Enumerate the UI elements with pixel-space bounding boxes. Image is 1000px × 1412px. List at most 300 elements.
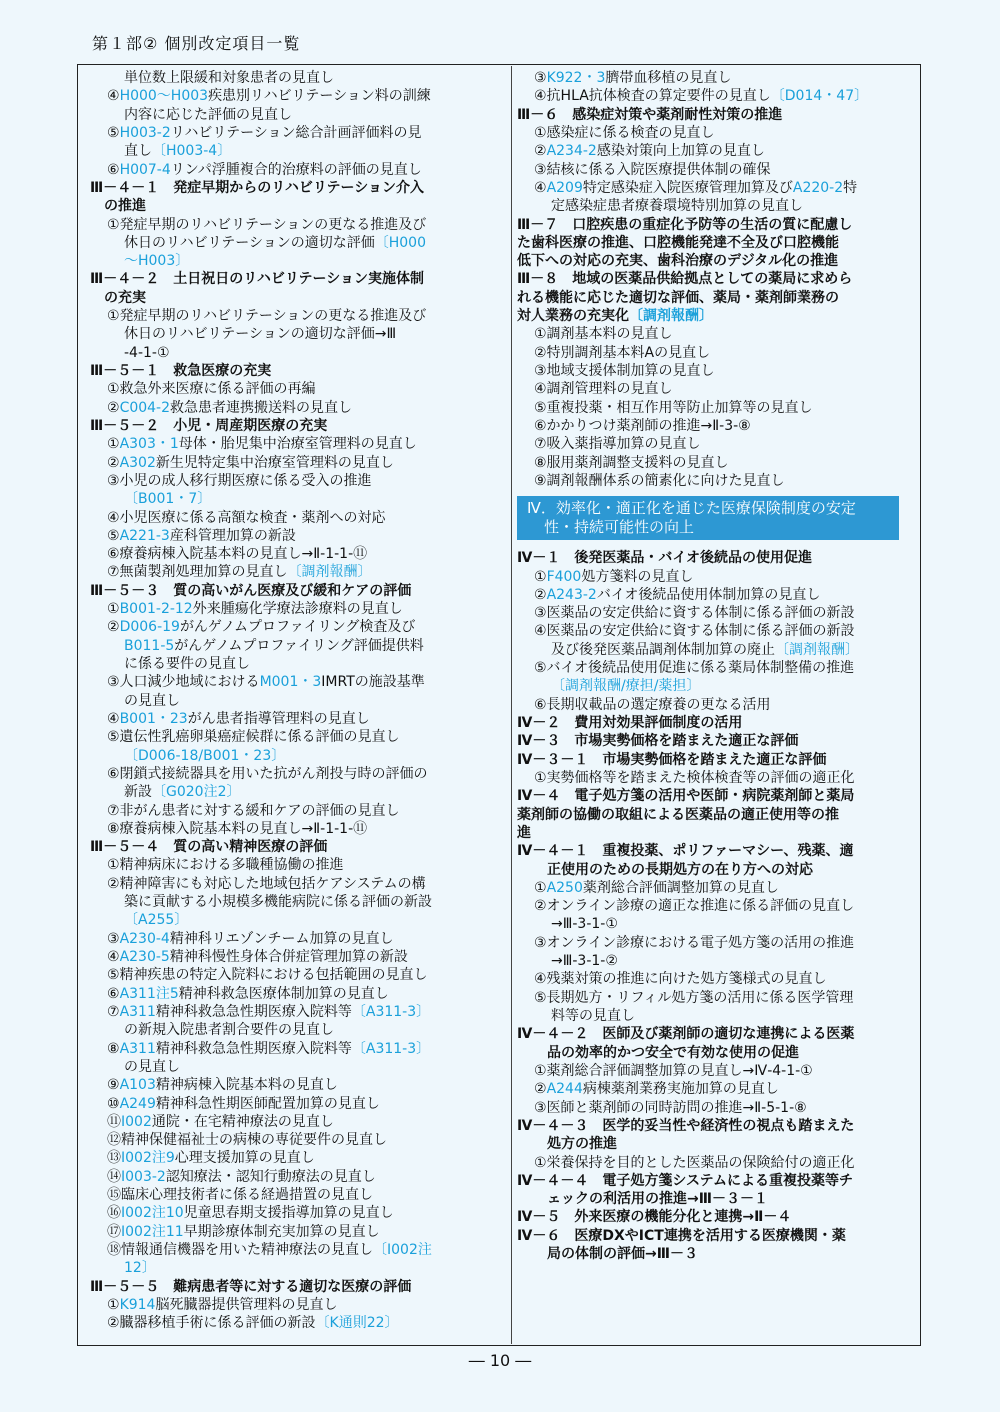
list-item [517,934,917,952]
reference-code: A244 [546,1081,583,1098]
item-text: Ⅳ－５ 外来医療の機能分化と連携→Ⅱ－４ [517,1209,792,1226]
reference-code: 〔D014・47〕 [770,88,869,105]
list-item [90,655,500,673]
item-text: ⑤バイオ後続品使用促進に係る薬局体制整備の推進 [534,660,855,677]
item-text: ② [107,619,120,636]
item-text: ⑥ [107,985,120,1002]
item-text: 低下への対応の充実、歯科治療のデジタル化の推進 [517,253,839,270]
section-heading [517,824,917,842]
list-item [90,307,500,325]
list-item [517,915,917,933]
list-item [90,1241,500,1259]
list-item [517,454,917,472]
list-item [90,930,500,948]
item-text: 脳死臓器提供管理料の見直し [155,1296,338,1313]
list-item [517,641,917,659]
list-item [90,1259,500,1277]
list-item [90,710,500,728]
reference-code: 〔I002注 [373,1242,432,1258]
list-item [517,380,917,398]
list-item [517,659,917,677]
section-heading [517,732,917,750]
list-item [517,1099,917,1117]
item-text: 精神科リエゾンチーム加算の見直し [169,930,394,947]
reference-code: H003-2 [119,124,171,141]
list-item [517,952,917,970]
item-text: 臍帯血移植の見直し [605,70,732,86]
page-header: 第１部② 個別改定項目一覧 [92,34,301,53]
item-text: ③人口減少地域における [107,674,260,691]
item-text: 対人業務の充実化 [517,308,629,325]
section-heading [517,1025,917,1043]
list-item [90,399,500,417]
right-column [517,69,917,1263]
list-item [90,527,500,545]
reference-code: A243-2 [546,586,597,603]
reference-code: A103 [119,1077,156,1094]
item-text: ⑤長期処方・リフィル処方箋の活用に係る医学管理 [534,989,854,1006]
item-text: ⑦無菌製剤処理加算の見直し [107,564,288,581]
item-text: ③結核に係る入院医療提供体制の確保 [534,161,771,178]
item-text: ① [534,879,547,896]
item-text: ③医師と薬剤師の同時訪問の推進→Ⅱ-5-1-⑧ [534,1099,807,1116]
item-text: ェックの利活用の推進→Ⅲ－３－１ [547,1191,768,1208]
list-item [90,1003,500,1021]
item-text: 処方箋料の見直し [581,568,694,585]
list-item [90,234,500,252]
item-text: 特定感染症入院医療管理加算及び [582,179,793,196]
item-text: →Ⅲ-3-1-① [551,916,618,933]
section-heading [90,270,500,288]
section-heading [517,1117,917,1135]
list-item [90,1095,500,1113]
section-heading-box [517,496,899,540]
item-text: 救急患者連携搬送料の見直し [170,399,353,416]
section-heading [517,234,917,252]
item-text: ⑦非がん患者に対する緩和ケアの評価の見直し [107,802,400,819]
list-item [90,142,500,160]
item-text: ③地域支援体制加算の見直し [534,363,715,379]
item-text: リンパ浮腫複合的治療料の評価の見直し [170,161,422,178]
item-text: Ⅲ－５－２ 小児・周産期医療の充実 [90,417,328,434]
item-text: Ⅲ－５－５ 難病患者等に対する適切な医療の評価 [90,1278,412,1295]
item-text: 疾患別リハビリテーション料の訓練 [208,88,431,105]
section-heading [517,289,917,307]
section-heading [90,582,500,600]
list-item [90,124,500,142]
reference-code: 〔G020注2〕 [152,784,241,801]
list-item [90,1223,500,1241]
item-text: ② [534,1081,547,1098]
list-item [517,769,917,787]
item-text: ⑰ [107,1223,121,1240]
list-item [90,875,500,893]
item-text: ④調剤管理料の見直し [534,381,673,398]
list-item [90,673,500,691]
item-text: ⑤ [107,527,120,544]
section-heading [517,270,917,288]
reference-code: B001・23 [119,710,188,727]
item-text: Ⅲ－８ 地域の医薬品供給拠点としての薬局に求めら [517,271,853,288]
item-text: 精神科慢性身体合併症管理加算の新設 [169,949,408,965]
item-text: ⑧服用薬剤調整支援料の見直し [534,454,729,471]
reference-code: A230-5 [119,949,170,965]
list-item [90,911,500,929]
column-divider [511,66,512,1344]
list-item [90,1168,500,1186]
item-text: →Ⅲ-3-1-② [551,953,618,970]
item-text: ⑥長期収載品の選定療養の更なる活用 [534,696,771,713]
item-text: ① [534,568,547,585]
list-item [517,69,917,87]
list-item [90,747,500,765]
item-text: 築に貢献する小規模多機能病院に係る評価の新設 [124,894,432,911]
list-item [90,1021,500,1039]
item-text: 児童思春期支援指導加算の見直し [183,1205,394,1222]
item-text: ⑤遺伝性乳癌卵巣癌症候群に係る評価の見直し [107,729,400,746]
reference-code: H000～H003 [119,88,209,105]
item-text: Ⅲ－５－４ 質の高い精神医療の評価 [90,839,328,856]
list-item [90,106,500,124]
reference-code: A303・1 [119,436,179,453]
list-item [90,600,500,618]
section-heading [90,417,500,435]
item-text: ④ [534,179,547,196]
item-text: がん患者指導管理料の見直し [187,710,370,727]
list-item [517,677,917,695]
item-text: ⑫精神保健福祉士の病棟の専従要件の見直し [107,1132,387,1149]
list-item [90,618,500,636]
reference-code: I002 [121,1113,152,1130]
list-item [90,472,500,490]
item-text: Ⅳ－３－１ 市場実勢価格を踏まえた適正な評価 [517,751,827,768]
list-item [517,435,917,453]
reference-code: A234-2 [546,143,597,160]
item-text: に係る要件の見直し [124,656,250,672]
list-item [90,545,500,563]
reference-code: 〔A255〕 [124,912,189,929]
reference-code: D006-19 [119,619,180,636]
item-text: ② [534,586,547,603]
item-text: ⑧ [107,1040,120,1057]
reference-code: A311 [119,1040,156,1057]
item-text: 料等の見直し [551,1008,635,1024]
list-item [90,161,500,179]
item-text: ①発症早期のリハビリテーションの更なる推進及び [107,308,427,325]
list-item [90,435,500,453]
list-item [517,87,917,105]
list-item [517,586,917,604]
item-text: ① [107,601,120,618]
item-text: ⑭ [107,1168,121,1185]
list-item [517,399,917,417]
list-item [517,604,917,622]
section-heading-line: Ⅳ．効率化・適正化を通じた医療保険制度の安定 [527,499,856,518]
list-item [90,1040,500,1058]
item-text: ① [107,1296,120,1313]
reference-code: 〔調剤報酬〕 [287,564,372,581]
item-text: 局の体制の評価→Ⅲ－３ [547,1246,698,1263]
list-item [517,472,917,490]
section-heading [517,1208,917,1226]
list-item [517,1154,917,1172]
item-text: ⑨ [107,1077,120,1094]
item-text: ⑥ [107,161,120,178]
section-heading [517,806,917,824]
reference-code: H007-4 [119,161,171,178]
item-text: 特 [843,179,858,196]
list-item [90,783,500,801]
item-text: ⑧療養病棟入院基本料の見直し→Ⅱ-1-1-⑪ [107,820,368,837]
list-item [517,1080,917,1098]
item-text: ①精神病床における多職種協働の推進 [107,857,344,874]
item-text: ①救急外来医療に係る評価の再編 [107,381,316,398]
item-text: リハビリテーション総合計画評価料の見 [170,124,422,141]
item-text: ⑤重複投薬・相互作用等防止加算等の見直し [534,399,813,416]
list-item [90,344,500,362]
item-text: 精神科救急医療体制加算の見直し [178,985,389,1002]
list-item [517,325,917,343]
list-item [90,966,500,984]
item-text: Ⅲ－４－１ 発症早期からのリハビリテーション介入 [90,179,424,196]
item-text: 進 [517,824,531,841]
section-heading [517,751,917,769]
list-item [90,893,500,911]
item-text: の新規入院患者割合要件の見直し [124,1022,334,1039]
reference-code: A220-2 [792,179,844,196]
reference-code: 〔H003-4〕 [152,143,232,160]
item-text: 新生児特定集中治療室管理料の見直し [155,454,394,471]
item-text: Ⅲ－５－３ 質の高いがん医療及び緩和ケアの評価 [90,582,412,599]
item-text: ④ [107,949,120,965]
item-text: ⑥かかりつけ薬剤師の推進→Ⅱ-3-⑧ [534,417,751,434]
item-text: ⑱情報通信機器を用いた精神療法の見直し [107,1242,373,1258]
item-text: 認知療法・認知行動療法の見直し [165,1168,376,1185]
list-item [90,325,500,343]
section-heading-line: 性・持続可能性の向上 [544,518,695,537]
section-heading [517,216,917,234]
section-heading [517,861,917,879]
item-text: ④小児医療に係る高額な検査・薬剤への対応 [107,509,386,526]
list-item [517,1062,917,1080]
item-text: ① [107,436,120,453]
item-text: ④ [107,88,120,105]
item-text: ②臓器移植手術に係る評価の新設 [107,1315,316,1332]
list-item [90,948,500,966]
section-heading [517,106,917,124]
item-text: の見直し [124,1058,180,1075]
item-text: 薬剤総合評価調整加算の見直し [582,879,779,896]
item-text: 産科管理加算の新設 [169,527,296,544]
reference-code: A250 [546,879,583,896]
list-item [90,1186,500,1204]
item-text: ①実勢価格等を踏まえた検体検査等の評価の適正化 [534,769,855,786]
reference-code: 〔K通則22〕 [315,1315,399,1332]
reference-code: I002注9 [121,1150,175,1167]
item-text: ②オンライン診療の適正な推進に係る評価の見直し [534,898,855,915]
reference-code: A302 [119,454,156,471]
list-item [90,728,500,746]
item-text: ⑥療養病棟入院基本料の見直し→Ⅱ-1-1-⑪ [107,546,368,563]
item-text: Ⅳ－４ 電子処方箋の活用や医師・病院薬剤師と薬局 [517,788,855,805]
item-text: がんゲノムプロファイリング評価提供料 [174,637,424,654]
list-item [90,1149,500,1167]
item-text: ②特別調剤基本料Aの見直し [534,344,711,361]
item-text: 単位数上限緩和対象患者の見直し [124,70,334,86]
item-text: ③ [107,930,120,947]
item-text: ④抗HLA抗体検査の算定要件の見直し [534,88,771,105]
item-text: Ⅲ－６ 感染症対策や薬剤耐性対策の推進 [517,106,783,123]
item-text: 内容に応じた評価の見直し [124,106,292,123]
item-text: た歯科医療の推進、口腔機能発達不全及び口腔機能 [517,234,839,251]
list-item [517,124,917,142]
section-heading [90,289,500,307]
item-text: がんゲノムプロファイリング検査及び [179,619,416,636]
item-text: ②精神障害にも対応した地域包括ケアシステムの構 [107,875,426,892]
section-heading [90,179,500,197]
section-heading [517,252,917,270]
item-text: 薬剤師の協働の取組による医薬品の適正使用等の推 [517,806,839,823]
reference-code: A311注5 [119,985,179,1002]
list-item [90,380,500,398]
left-column [90,69,500,1333]
item-text: Ⅲ－７ 口腔疾患の重症化予防等の生活の質に配慮し [517,216,853,233]
item-text: 精神病棟入院基本料の見直し [155,1077,338,1094]
item-text: Ⅳ－６ 医療DXやICT連携を活用する医療機関・薬 [517,1227,846,1244]
list-item [517,344,917,362]
item-text: の見直し [124,692,180,709]
item-text: Ⅲ－４－２ 土日祝日のリハビリテーション実施体制 [90,271,424,288]
section-heading [517,1227,917,1245]
item-text: ④医薬品の安定供給に資する体制に係る評価の新設 [534,623,855,640]
section-heading [517,1044,917,1062]
list-item [517,362,917,380]
item-text: ①発症早期のリハビリテーションの更なる推進及び [107,216,427,233]
item-text: 処方の推進 [547,1136,617,1153]
item-text: 心理支援加算の見直し [174,1150,315,1167]
item-text: 精神科救急急性期医療入院料等 [155,1003,352,1020]
item-text: ⑩ [107,1095,120,1112]
reference-code: 12〕 [124,1260,156,1277]
item-text: ⑦吸入薬指導加算の見直し [534,436,701,453]
section-heading [517,714,917,732]
reference-code: 〔A311-3〕 [351,1003,431,1020]
list-item [90,1113,500,1131]
reference-code: 〔H000 [374,234,426,251]
item-text: の充実 [104,289,146,306]
reference-code: B001-2-12 [119,601,193,618]
list-item [517,897,917,915]
list-item [90,802,500,820]
section-heading [517,787,917,805]
item-text: ⑥閉鎖式接続器具を用いた抗がん剤投与時の評価の [107,765,428,782]
item-text: 早期診療体制充実加算の見直し [183,1223,380,1240]
list-item [90,1296,500,1314]
reference-code: B011-5 [124,637,175,654]
item-text: ⑨調剤報酬体系の簡素化に向けた見直し [534,472,785,489]
item-text: ③ [534,70,547,86]
list-item [90,1058,500,1076]
item-text: 通院・在宅精神療法の見直し [151,1113,334,1130]
section-heading [90,838,500,856]
item-text: Ⅳ－４－１ 重複投薬、ポリファーマシー、残薬、適 [517,843,854,860]
item-text: 母体・胎児集中治療室管理料の見直し [178,436,417,453]
section-heading [90,362,500,380]
item-text: Ⅳ－２ 費用対効果評価制度の活用 [517,715,743,731]
item-text: 感染対策向上加算の見直し [596,143,765,160]
reference-code: 〔B001・7〕 [124,491,212,508]
item-text: 精神科救急急性期医療入院料等 [155,1040,352,1057]
reference-code: A209 [546,179,583,196]
item-text: バイオ後続品使用体制加算の見直し [596,586,821,603]
reference-code: A230-4 [119,930,170,947]
item-text: ⑮臨床心理技術者に係る経過措置の見直し [107,1187,373,1204]
item-text: の推進 [104,198,146,215]
page-number: ― 10 ― [468,1351,532,1370]
item-text: IMRTの施設基準 [321,674,425,691]
section-heading [90,197,500,215]
item-text: れる機能に応じた適切な評価、薬局・薬剤師業務の [517,289,839,306]
list-item [517,142,917,160]
list-item [90,1204,500,1222]
list-item [517,179,917,197]
item-text: ⑯ [107,1205,121,1222]
reference-code: C004-2 [119,399,171,416]
section-heading [517,842,917,860]
item-text: Ⅲ－５－１ 救急医療の充実 [90,363,272,379]
item-text: Ⅳ－４－４ 電子処方箋システムによる重複投薬等チ [517,1172,853,1189]
reference-code: A221-3 [119,527,170,544]
item-text: ③医薬品の安定供給に資する体制に係る評価の新設 [534,605,855,622]
list-item [90,69,500,87]
list-item [90,454,500,472]
reference-code: M001・3 [259,674,322,691]
section-heading [517,1190,917,1208]
reference-code: K922・3 [546,70,606,86]
list-item [90,216,500,234]
item-text: ⑪ [107,1113,121,1130]
reference-code: 〔調剤報酬/療担/薬担〕 [551,678,701,695]
item-text: 新設 [124,784,152,801]
section-heading [90,1278,500,1296]
list-item [90,637,500,655]
list-item [517,1007,917,1025]
item-text: 直し [124,143,152,160]
item-text: ①調剤基本料の見直し [534,326,673,343]
right-column-top [517,69,917,490]
list-item [90,563,500,581]
item-text: ③オンライン診療における電子処方箋の活用の推進 [534,934,855,951]
list-item [90,252,500,270]
list-item [90,1076,500,1094]
list-item [90,856,500,874]
list-item [90,1131,500,1149]
item-text: Ⅳ－３ 市場実勢価格を踏まえた適正な評価 [517,733,799,750]
reference-code: I002注11 [121,1223,184,1240]
list-item [90,87,500,105]
item-text: ⑤ [107,124,120,141]
item-text: ② [107,454,120,471]
item-text: -4-1-① [124,344,170,361]
item-text: 定感染症患者療養環境特別加算の見直し [551,198,803,215]
list-item [90,692,500,710]
item-text: ①薬剤総合評価調整加算の見直し→Ⅳ-4-1-① [534,1062,813,1079]
item-text: ⑤精神疾患の特定入院料における包括範囲の見直し [107,967,428,984]
item-text: ④ [107,710,120,727]
section-heading [517,549,917,567]
list-item [90,765,500,783]
reference-code: I003-2 [121,1168,166,1185]
